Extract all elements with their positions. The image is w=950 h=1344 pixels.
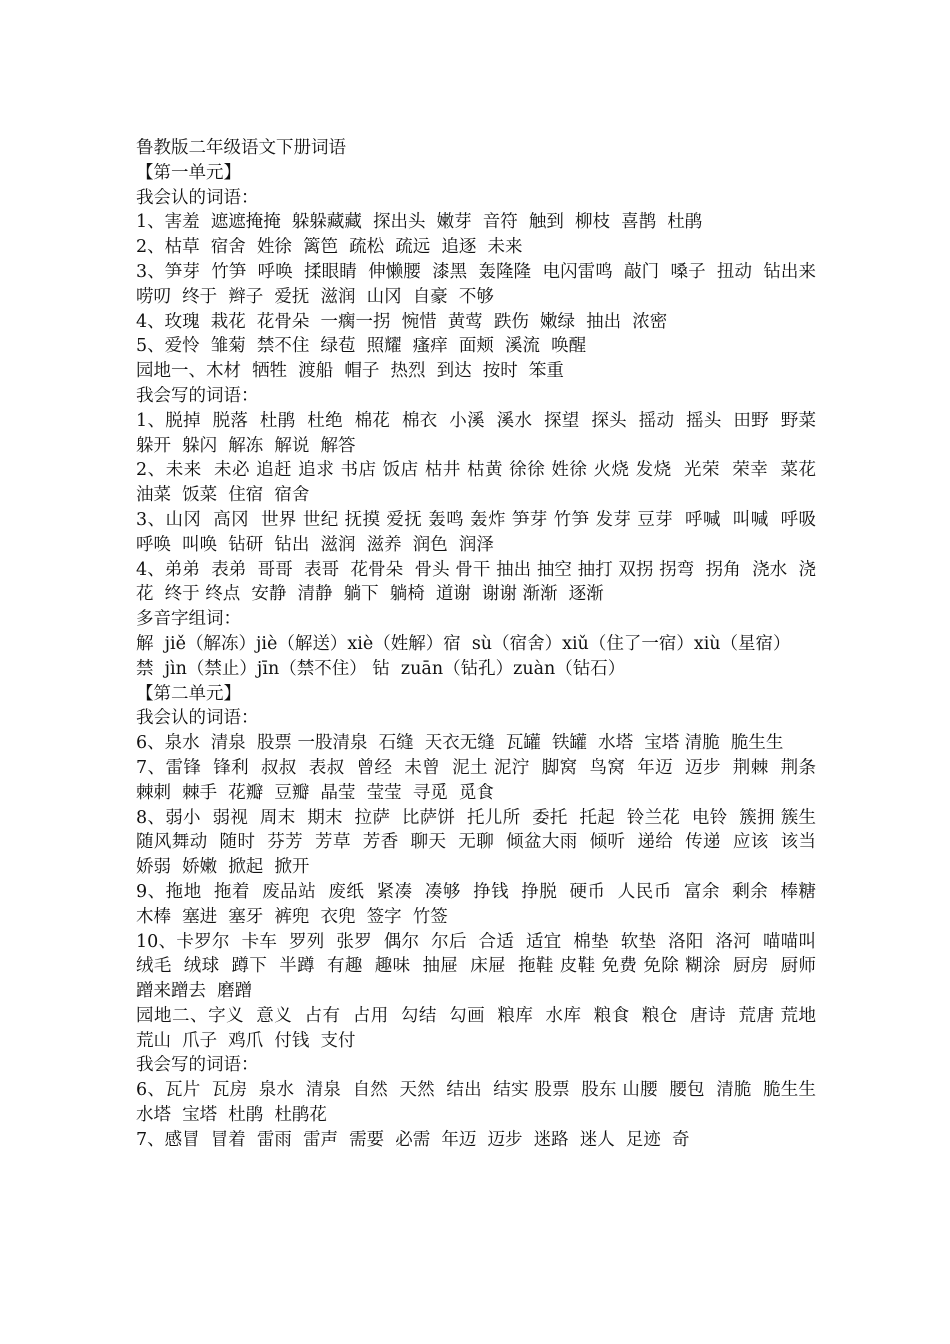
word-list-line: 1、脱掉 脱落 杜鹃 杜绝 棉花 棉衣 小溪 溪水 探望 探头 摇动 摇头 田野 野菜 躲开 躲闪 解冻 解说 解答 [136, 410, 822, 456]
word-list-line: 2、未来 未必 追赶 追求 书店 饭店 枯井 枯黄 徐徐 姓徐 火烧 发烧 光荣 荣幸 菜花 油菜 饭菜 住宿 宿舍 [136, 460, 828, 506]
subheading-write-words: 我会写的词语： [136, 1055, 259, 1076]
word-list-line: 4、玫瑰 栽花 花骨朵 一瘸一拐 惋惜 黄莺 跌伤 嫩绿 抽出 浓密 [136, 311, 668, 332]
word-list-line: 6、泉水 清泉 股票 一股清泉 石缝 天衣无缝 瓦罐 铁罐 水塔 宝塔 清脆 脆生生 [136, 733, 784, 754]
polyphonic-line: 解 jiě（解冻）jiè（解送）xiè（姓解）宿 sù（宿舍）xiǔ（住了一宿）xiù（星宿） [136, 633, 791, 654]
document-title: 鲁教版二年级语文下册词语 [136, 138, 346, 158]
document-body [136, 136, 828, 1153]
word-list-line: 7、感冒 冒着 雷雨 雷声 需要 必需 年迈 迈步 迷路 迷人 足迹 奇 [136, 1129, 690, 1150]
word-list-line: 1、害羞 遮遮掩掩 躲躲藏藏 探出头 嫩芽 音符 触到 柳枝 喜鹊 杜鹃 [136, 212, 703, 233]
word-list-line: 3、笋芽 竹笋 呼唤 揉眼睛 伸懒腰 漆黑 轰隆隆 电闪雷鸣 敲门 嗓子 扭动 钻出来 唠叨 终于 辫子 爱抚 滋润 山冈 自豪 不够 [136, 261, 828, 307]
subheading-recognize-words: 我会认的词语： [136, 187, 259, 208]
subheading-polyphonic: 多音字组词： [136, 609, 241, 630]
word-list-line: 2、枯草 宿舍 姓徐 篱笆 疏松 疏远 追逐 未来 [136, 237, 523, 258]
word-list-line: 园地二、字义 意义 占有 占用 勾结 勾画 粮库 水库 粮食 粮仓 唐诗 荒唐 荒地 荒山 爪子 鸡爪 付钱 支付 [136, 1005, 828, 1051]
word-list-line: 9、拖地 拖着 废品站 废纸 紧凑 凑够 挣钱 挣脱 硬币 人民币 富余 剩余 棒糖 木棒 塞进 塞牙 裤兜 衣兜 签字 竹签 [136, 881, 828, 927]
word-list-line: 6、瓦片 瓦房 泉水 清泉 自然 天然 结出 结实 股票 股东 山腰 腰包 清脆 脆生生 水塔 宝塔 杜鹃 杜鹃花 [136, 1080, 828, 1126]
word-list-line: 8、弱小 弱视 周末 期末 拉萨 比萨饼 托儿所 委托 托起 铃兰花 电铃 簇拥 簇生 随风舞动 随时 芬芳 芳草 芳香 聊天 无聊 倾盆大雨 倾听 递给 传递 应该 该当 娇弱 娇嫩 掀起 掀开 [136, 807, 828, 878]
polyphonic-line: 禁 jìn（禁止）jīn（禁不住） 钻 zuān（钻孔）zuàn（钻石） [136, 658, 626, 679]
word-list-line: 4、弟弟 表弟 哥哥 表哥 花骨朵 骨头 骨干 抽出 抽空 抽打 双拐 拐弯 拐角 浇水 浇花 终于 终点 安静 清静 躺下 躺椅 道谢 谢谢 渐渐 逐渐 [136, 559, 816, 605]
word-list-line: 3、山冈 高冈 世界 世纪 抚摸 爱抚 轰鸣 轰炸 笋芽 竹笋 发芽 豆芽 呼喊 叫喊 呼吸 呼唤 叫唤 钻研 钻出 滋润 滋养 润色 润泽 [136, 509, 828, 555]
section-heading-unit-1: 【第一单元】 [136, 162, 241, 183]
subheading-recognize-words: 我会认的词语： [136, 708, 259, 729]
word-list-line: 7、雷锋 锋利 叔叔 表叔 曾经 未曾 泥土 泥泞 脚窝 鸟窝 年迈 迈步 荆棘 荆条 棘刺 棘手 花瓣 豆瓣 晶莹 莹莹 寻觅 觅食 [136, 757, 828, 803]
word-list-line: 园地一、木材 牺牲 渡船 帽子 热烈 到达 按时 笨重 [136, 361, 564, 382]
word-list-line: 5、爱怜 雏菊 禁不住 绿苞 照耀 瘙痒 面颊 溪流 唤醒 [136, 336, 587, 357]
subheading-write-words: 我会写的词语： [136, 385, 259, 406]
word-list-line: 10、卡罗尔 卡车 罗列 张罗 偶尔 尔后 合适 适宜 棉垫 软垫 洛阳 洛河 喵喵叫 绒毛 绒球 蹲下 半蹲 有趣 趣味 抽屉 床屉 拖鞋 皮鞋 免费 免除 糊涂 厨房 厨师 蹭来蹭去 磨蹭 [136, 931, 828, 1002]
section-heading-unit-2: 【第二单元】 [136, 683, 241, 704]
